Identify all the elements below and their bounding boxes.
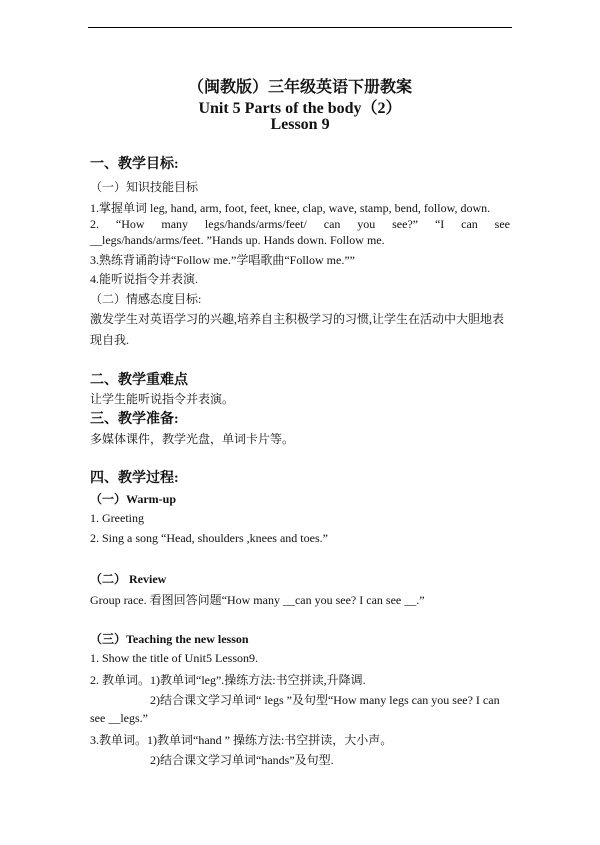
new-lesson-item-3-detail: 2)结合课文学习单词“hands”及句型. bbox=[150, 753, 334, 767]
new-lesson-heading: （三）Teaching the new lesson bbox=[90, 632, 249, 646]
objective-3: 3.熟练背诵韵诗“Follow me.”学唱歌曲“Follow me.”” bbox=[90, 253, 355, 267]
review-heading: （二） Review bbox=[90, 572, 167, 586]
top-rule bbox=[88, 27, 512, 28]
objective-4: 4.能听说指令并表演. bbox=[90, 272, 199, 286]
new-lesson-item-2: 2. 教单词。1)教单词“leg”.操练方法:书空拼读,升降调. bbox=[90, 673, 366, 687]
doc-title: （闽教版）三年级英语下册教案 bbox=[187, 79, 412, 96]
section-keypoints-heading: 二、教学重难点 bbox=[90, 373, 188, 388]
affect-line-1: 激发学生对英语学习的兴趣,培养自主积极学习的习惯,让学生在活动中大胆地表 bbox=[90, 312, 505, 326]
preparation-text: 多媒体课件，教学光盘，单词卡片等。 bbox=[90, 432, 295, 446]
section-preparation-heading: 三、教学准备: bbox=[90, 412, 179, 427]
objective-2-line-1: 2. “How many legs/hands/arms/feet/ can you see?” “I can see bbox=[90, 217, 510, 231]
affect-line-2: 现自我. bbox=[90, 333, 130, 347]
review-text: Group race. 看图回答问题“How many __can you see? I can see __.” bbox=[90, 593, 425, 607]
section-process-heading: 四、教学过程: bbox=[90, 471, 179, 486]
new-lesson-item-2-detail-cont: see __legs.” bbox=[90, 711, 148, 725]
doc-lesson-title: Lesson 9 bbox=[270, 116, 330, 133]
warmup-item-1: 1. Greeting bbox=[90, 511, 144, 525]
warmup-heading: （一）Warm-up bbox=[90, 492, 177, 506]
new-lesson-item-1: 1. Show the title of Unit5 Lesson9. bbox=[90, 651, 258, 665]
warmup-item-2: 2. Sing a song “Head, shoulders ,knees and toes.” bbox=[90, 531, 328, 545]
doc-unit-title: Unit 5 Parts of the body（2） bbox=[198, 100, 402, 117]
objectives-knowledge-subheading: （一）知识技能目标 bbox=[90, 180, 199, 194]
objectives-affect-subheading: （二）情感态度目标: bbox=[90, 292, 202, 306]
section-objectives-heading: 一、教学目标: bbox=[90, 157, 179, 172]
new-lesson-item-3: 3.教单词。1)教单词“hand ” 操练方法:书空拼读，大小声。 bbox=[90, 733, 393, 747]
objective-2-line-2: __legs/hands/arms/feet. ”Hands up. Hands down. Follow me. bbox=[90, 233, 385, 247]
new-lesson-item-2-detail: 2)结合课文学习单词“ legs ”及句型“How many legs can you see? I can bbox=[150, 693, 500, 707]
keypoints-text: 让学生能听说指令并表演。 bbox=[90, 392, 235, 406]
objective-1: 1.掌握单词 leg, hand, arm, foot, feet, knee, clap, wave, stamp, bend, follow, down. bbox=[90, 201, 491, 215]
